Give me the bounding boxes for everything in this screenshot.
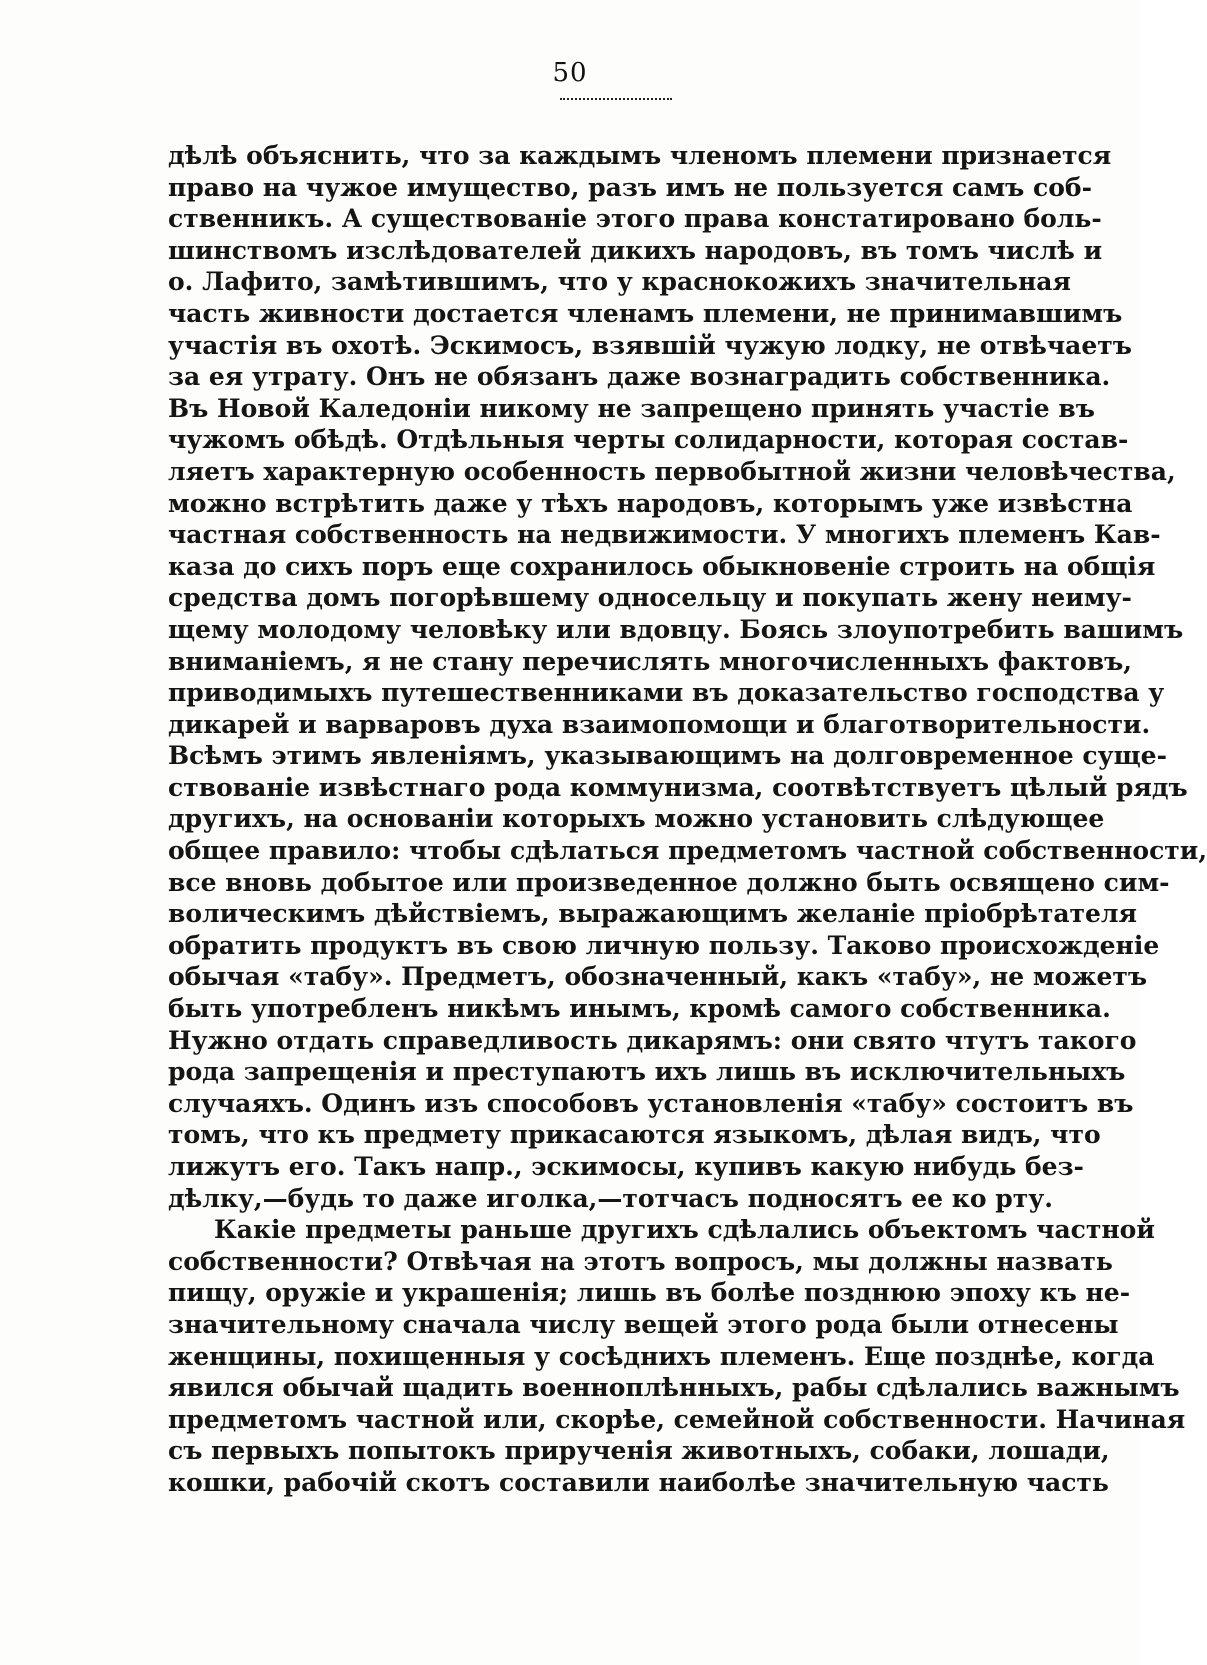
text-line: ственникъ. А существованіе этого права констатировано боль- xyxy=(168,204,1102,234)
text-line: предметомъ частной или, скорѣе, семейной собственности. Начиная xyxy=(168,1404,1186,1434)
text-line: рода запрещенія и преступаютъ ихъ лишь въ исключительныхъ xyxy=(168,1057,1126,1087)
text-line: значительному сначала числу вещей этого рода были отнесены xyxy=(168,1309,1119,1339)
text-line: все вновь добытое или произведенное должно быть освящено сим- xyxy=(168,867,1170,897)
text-line: кошки, рабочій скотъ составили наиболѣе значительную часть xyxy=(168,1467,1109,1497)
text-line: частная собственность на недвижимости. У многихъ племенъ Кав- xyxy=(168,520,1161,550)
text-line: право на чужое имущество, разъ имъ не пользуется самъ соб- xyxy=(168,172,1092,202)
text-line: съ первыхъ попытокъ прирученія животныхъ, собаки, лошади, xyxy=(168,1436,1110,1466)
text-line: Всѣмъ этимъ явленіямъ, указывающимъ на долговременное суще- xyxy=(168,741,1167,771)
text-line: обратить продуктъ въ свою личную пользу. Таково происхожденіе xyxy=(168,930,1160,960)
text-line: дикарей и варваровъ духа взаимопомощи и благотворительности. xyxy=(168,709,1151,739)
text-line: лижутъ его. Такъ напр., эскимосы, купивъ какую нибудь без- xyxy=(168,1152,1084,1181)
text-line: собственности? Отвѣчая на этотъ вопросъ, мы должны назвать xyxy=(168,1246,1113,1276)
text-line: обычая «табу». Предметъ, обозначенный, какъ «табу», не можетъ xyxy=(168,962,1148,992)
paragraph-start-line: Какіе предметы раньше другихъ сдѣлались объектомъ частной xyxy=(214,1215,1155,1245)
text-line: вниманіемъ, я не стану перечислять многочисленныхъ фактовъ, xyxy=(168,646,1132,676)
text-line: участія въ охотѣ. Эскимосъ, взявшій чужую лодку, не отвѣчаетъ xyxy=(168,330,1132,360)
text-line: часть живности достается членамъ племени, не принимавшимъ xyxy=(168,298,1123,328)
text-line: случаяхъ. Одинъ изъ способовъ установленія «табу» состоитъ въ xyxy=(168,1088,1134,1118)
text-line: дѣлѣ объяснить, что за каждымъ членомъ племени признается xyxy=(168,141,1112,170)
page-number-rule xyxy=(560,98,672,100)
text-line: можно встрѣтить даже у тѣхъ народовъ, которымъ уже извѣстна xyxy=(168,488,1133,518)
body-text xyxy=(168,140,1207,1499)
text-line: шинствомъ изслѣдователей дикихъ народовъ, въ томъ числѣ и xyxy=(168,235,1103,265)
text-line: женщины, похищенныя у сосѣднихъ племенъ. Еще позднѣе, когда xyxy=(168,1341,1155,1371)
text-line: томъ, что къ предмету прикасаются языкомъ, дѣлая видъ, что xyxy=(168,1120,1101,1150)
page-number: 50 xyxy=(552,58,588,88)
paragraph-end-line: дѣлку,—будь то даже иголка,—тотчасъ подносятъ ее ко рту. xyxy=(168,1183,1053,1213)
text-line: чужомъ обѣдѣ. Отдѣльныя черты солидарности, которая состав- xyxy=(168,425,1129,455)
text-line: за ея утрату. Онъ не обязанъ даже вознаградить собственника. xyxy=(168,362,1111,392)
text-line: ствованіе извѣстнаго рода коммунизма, соотвѣтствуетъ цѣлый рядъ xyxy=(168,772,1188,802)
text-line: другихъ, на основаніи которыхъ можно установить слѣдующее xyxy=(168,804,1105,834)
text-line: Нужно отдать справедливость дикарямъ: они свято чтутъ такого xyxy=(168,1025,1137,1055)
text-line: щему молодому человѣку или вдовцу. Боясь злоупотребить вашимъ xyxy=(168,614,1184,644)
text-line: быть употребленъ никѣмъ инымъ, кромѣ самого собственника. xyxy=(168,994,1111,1024)
text-line: явился обычай щадить военноплѣнныхъ, рабы сдѣлались важнымъ xyxy=(168,1373,1180,1403)
text-line: пищу, оружіе и украшенія; лишь въ болѣе позднюю эпоху къ не- xyxy=(168,1278,1131,1308)
text-line: каза до сихъ поръ еще сохранилось обыкновеніе строить на общія xyxy=(168,551,1156,581)
text-line: приводимыхъ путешественниками въ доказательство господства у xyxy=(168,678,1165,708)
text-line: Въ Новой Каледоніи никому не запрещено принять участіе въ xyxy=(168,393,1095,423)
text-line: ляетъ характерную особенность первобытной жизни человѣчества, xyxy=(168,456,1176,486)
text-line: о. Лафито, замѣтившимъ, что у краснокожихъ значительная xyxy=(168,267,1071,297)
text-line: волическимъ дѣйствіемъ, выражающимъ желаніе пріобрѣтателя xyxy=(168,899,1138,929)
text-line: средства домъ погорѣвшему односельцу и покупать жену неиму- xyxy=(168,583,1132,613)
text-line: общее правило: чтобы сдѣлаться предметомъ частной собственности, xyxy=(168,836,1207,866)
